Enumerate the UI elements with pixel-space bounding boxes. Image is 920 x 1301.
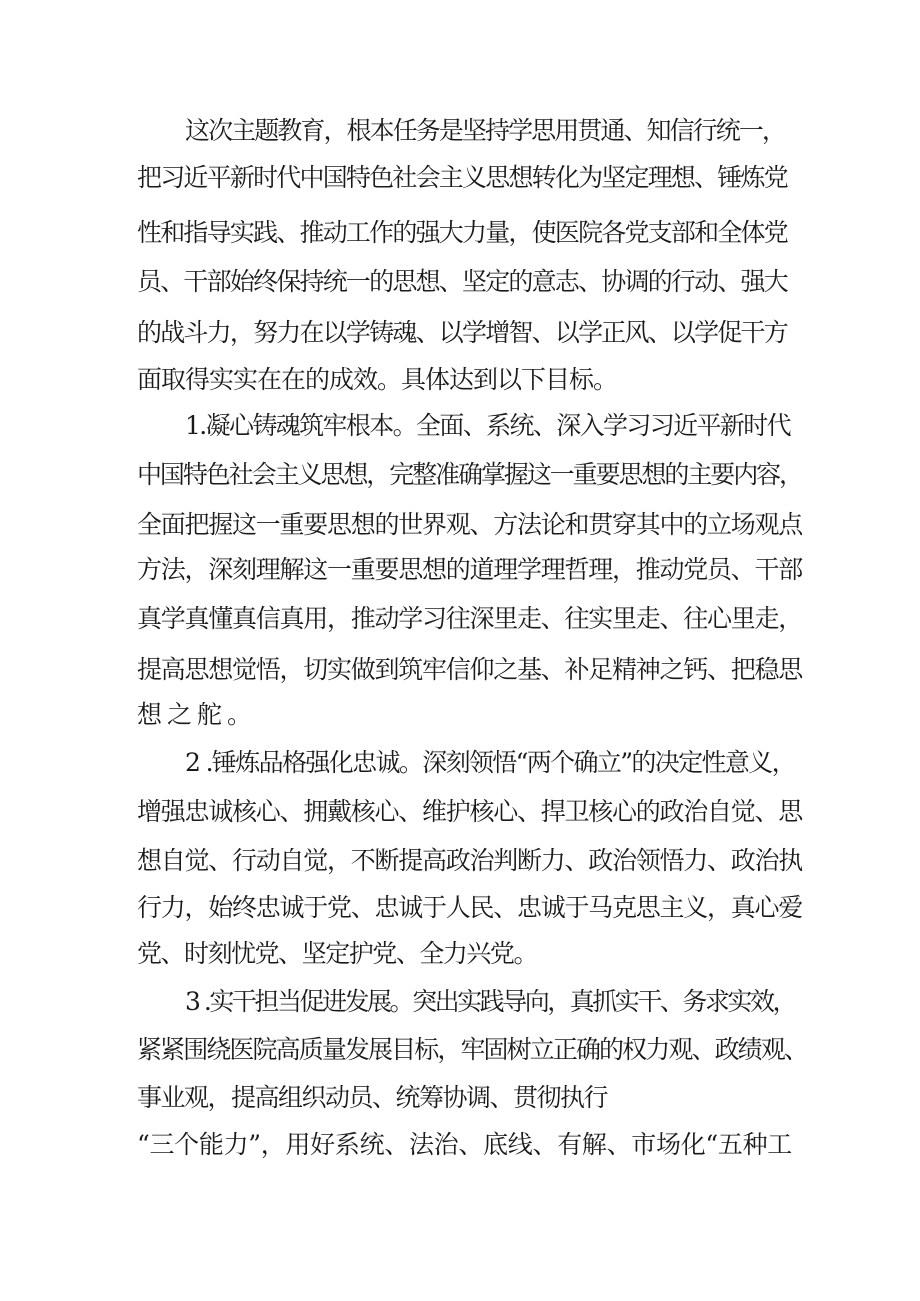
text-line: 全面把握这一重要思想的世界观、方法论和贯穿其中的立场观点 (137, 510, 802, 539)
text-line: 想自觉、行动自觉，不断提高政治判断力、政治领悟力、政治执 (137, 846, 802, 875)
text-line: 增强忠诚核心、拥戴核心、维护核心、捍卫核心的政治自觉、思 (137, 797, 802, 826)
text-line: 事业观，提高组织动员、统筹协调、贯彻执行 (137, 1083, 607, 1112)
text-line: 面取得实实在在的成效。具体达到以下目标。 (137, 365, 617, 394)
text-line: 的战斗力，努力在以学铸魂、以学增智、以学正风、以学促干方 (137, 318, 787, 347)
text-line: 性和指导实践、推动工作的强大力量，使医院各党支部和全体党 (137, 218, 787, 247)
text-line: 真学真懂真信真用，推动学习往深里走、往实里走、往心里走， (137, 604, 802, 633)
text-line: 把习近平新时代中国特色社会主义思想转化为坚定理想、锤炼党 (137, 163, 787, 192)
text-line: 员、干部始终保持统一的思想、坚定的意志、协调的行动、强大 (137, 267, 787, 296)
text-line: 1.凝心铸魂筑牢根本。全面、系统、深入学习习近平新时代 (185, 411, 790, 440)
text-line: 紧紧围绕医院高质量发展目标，牢固树立正确的权力观、政绩观、 (137, 1035, 807, 1064)
text-line: 党、时刻忧党、坚定护党、全力兴党。 (137, 939, 537, 968)
text-line: 中国特色社会主义思想，完整准确掌握这一重要思想的主要内容， (137, 460, 802, 489)
text-line: 2 .锤炼品格强化忠诚。深刻领悟“两个确立”的决定性意义， (185, 748, 795, 777)
text-line: 3 .实干担当促进发展。突出实践导向，真抓实干、务求实效， (185, 987, 795, 1016)
text-line: “三个能力”，用好系统、法治、底线、有解、市场化“五种工 (137, 1130, 792, 1159)
text-line: 这次主题教育，根本任务是坚持学思用贯通、知信行统一， (185, 116, 785, 145)
text-line: 方法，深刻理解这一重要思想的道理学理哲理，推动党员、干部 (137, 555, 802, 584)
text-line: 行力，始终忠诚于党、忠诚于人民、忠诚于马克思主义，真心爱 (137, 893, 802, 922)
text-line: 想之舵。 (137, 700, 257, 729)
text-line: 提高思想觉悟，切实做到筑牢信仰之基、补足精神之钙、把稳思 (137, 655, 802, 684)
